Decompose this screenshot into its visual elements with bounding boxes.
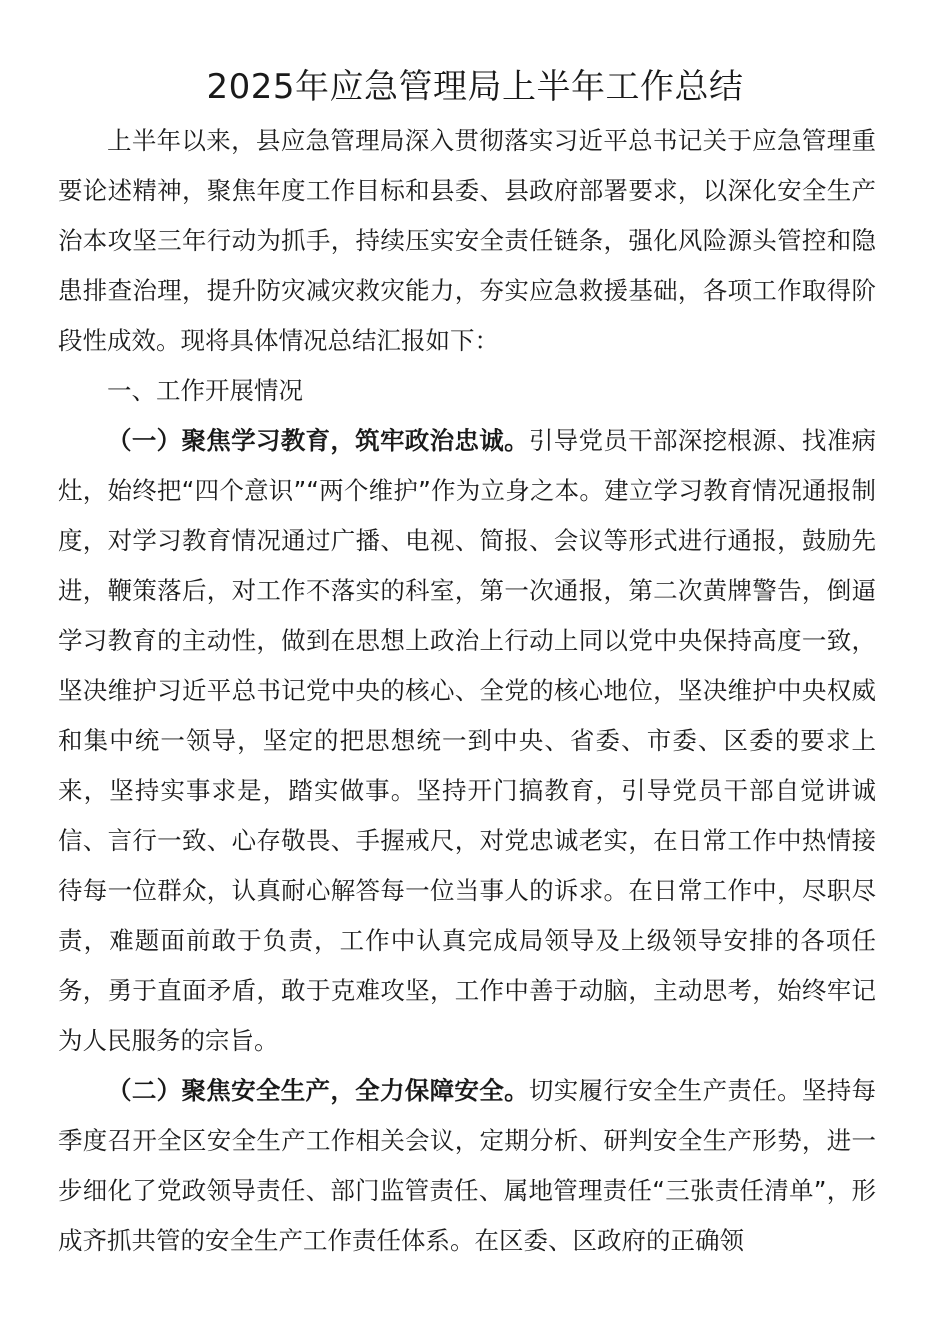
section-heading: 一、工作开展情况: [107, 376, 303, 405]
item-1-lead: （一）聚焦学习教育，筑牢政治忠诚。: [107, 426, 529, 455]
document-title: 2025年应急管理局上半年工作总结: [206, 67, 744, 107]
item-1-text: 引导党员干部深挖根源、找准病灶，始终把“四个意识”“两个维护”作为立身之本。建立学习教育情况通报制度，对学习教育情况通过广播、电视、简报、会议等形式进行通报，鼓励先进，鞭策落后，对工作不落实的科室，第一次通报，第二次黄牌警告，倒逼学习教育的主动性，做到在思想上政治上行动上同以党中央保持高度一致，坚决维护习近平总书记党中央的核心、全党的核心地位，坚决维护中央权威和集中统一领导，坚定的把思想统一到中央、省委、市委、区委的要求上来，坚持实事求是，踏实做事。坚持开门搞教育，引导党员干部自觉讲诚信、言行一致、心存敬畏、手握戒尺，对党忠诚老实，在日常工作中热情接待每一位群众，认真耐心解答每一位当事人的诉求。在日常工作中，尽职尽责，难题面前敢于负责，工作中认真完成局领导及上级领导安排的各项任务，勇于直面矛盾，敢于克难攻坚，工作中善于动脑，主动思考，始终牢记为人民服务的宗旨。: [58, 426, 877, 1055]
item-paragraph-2: [58, 1066, 876, 1266]
document-body: [58, 116, 876, 1266]
item-2-text: 切实履行安全生产责任。坚持每季度召开全区安全生产工作相关会议，定期分析、研判安全生产形势，进一步细化了党政领导责任、部门监管责任、属地管理责任“三张责任清单”，形成齐抓共管的安全生产工作责任体系。在区委、区政府的正确领: [58, 1076, 877, 1255]
item-paragraph-1: [58, 416, 876, 1066]
item-2-lead: （二）聚焦安全生产，全力保障安全。: [107, 1076, 529, 1105]
intro-paragraph: 上半年以来，县应急管理局深入贯彻落实习近平总书记关于应急管理重要论述精神，聚焦年度工作目标和县委、县政府部署要求，以深化安全生产治本攻坚三年行动为抓手，持续压实安全责任链条，强化风险源头管控和隐患排查治理，提升防灾减灾救灾能力，夯实应急救援基础，各项工作取得阶段性成效。现将具体情况总结汇报如下：: [58, 126, 876, 355]
